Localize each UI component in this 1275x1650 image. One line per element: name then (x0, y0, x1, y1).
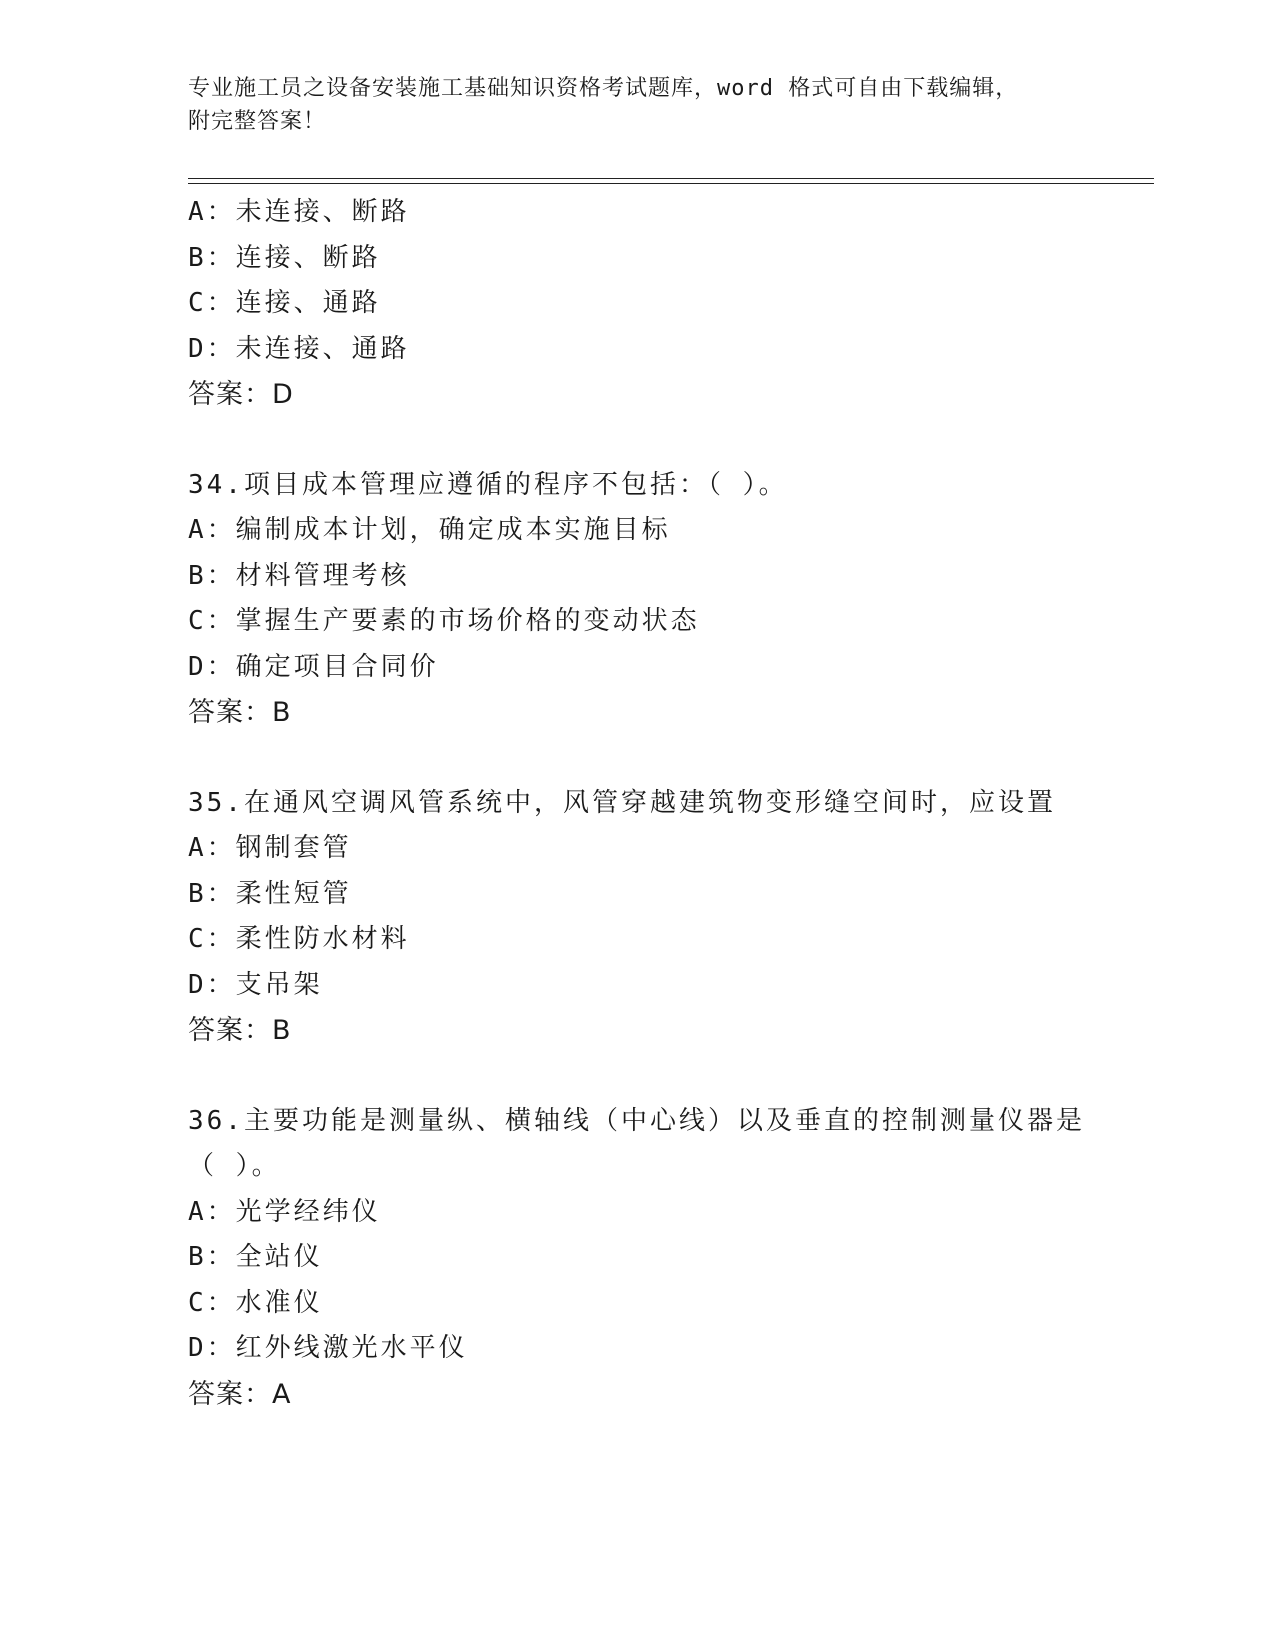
option-d: D：支吊架 (188, 969, 323, 1000)
question-text-continued: （ ）。 (188, 1151, 281, 1181)
answer: 答案：B (188, 697, 292, 728)
header-divider-second (188, 183, 1154, 184)
header-divider (188, 178, 1154, 179)
option-c: C：掌握生产要素的市场价格的变动状态 (188, 606, 700, 636)
option-d: D：确定项目合同价 (188, 651, 439, 682)
answer: 答案：D (188, 379, 294, 410)
question-34-block (188, 463, 1148, 736)
question-text: 35.在通风空调风管系统中，风管穿越建筑物变形缝空间时，应设置 (188, 787, 1056, 818)
answer: 答案：A (188, 1378, 292, 1410)
option-d: D：未连接、通路 (188, 333, 410, 364)
option-a: A：光学经纬仪 (188, 1196, 381, 1227)
option-d: D：红外线激光水平仪 (188, 1333, 468, 1363)
option-a: A：未连接、断路 (188, 197, 410, 227)
question-33-block (188, 190, 1148, 418)
document-header (188, 72, 1068, 138)
option-b: B：材料管理考核 (188, 560, 410, 591)
option-c: C：水准仪 (188, 1287, 323, 1318)
question-list (188, 190, 1148, 1417)
option-c: C：柔性防水材料 (188, 924, 410, 954)
question-text: 36.主要功能是测量纵、横轴线（中心线）以及垂直的控制测量仪器是 (188, 1105, 1085, 1136)
header-line-2: 附完整答案！ (188, 109, 327, 134)
option-b: B：连接、断路 (188, 242, 381, 273)
question-36-block (188, 1099, 1148, 1418)
option-a: A：编制成本计划，确定成本实施目标 (188, 515, 671, 545)
header-line-1: 专业施工员之设备安装施工基础知识资格考试题库，word 格式可自由下载编辑， (188, 76, 1019, 101)
option-b: B：全站仪 (188, 1242, 323, 1272)
option-a: A：钢制套管 (188, 833, 352, 863)
answer: 答案：B (188, 1015, 292, 1046)
option-c: C：连接、通路 (188, 288, 381, 318)
question-text: 34.项目成本管理应遵循的程序不包括：（ ）。 (188, 469, 788, 500)
question-35-block (188, 781, 1148, 1054)
option-b: B：柔性短管 (188, 878, 352, 909)
